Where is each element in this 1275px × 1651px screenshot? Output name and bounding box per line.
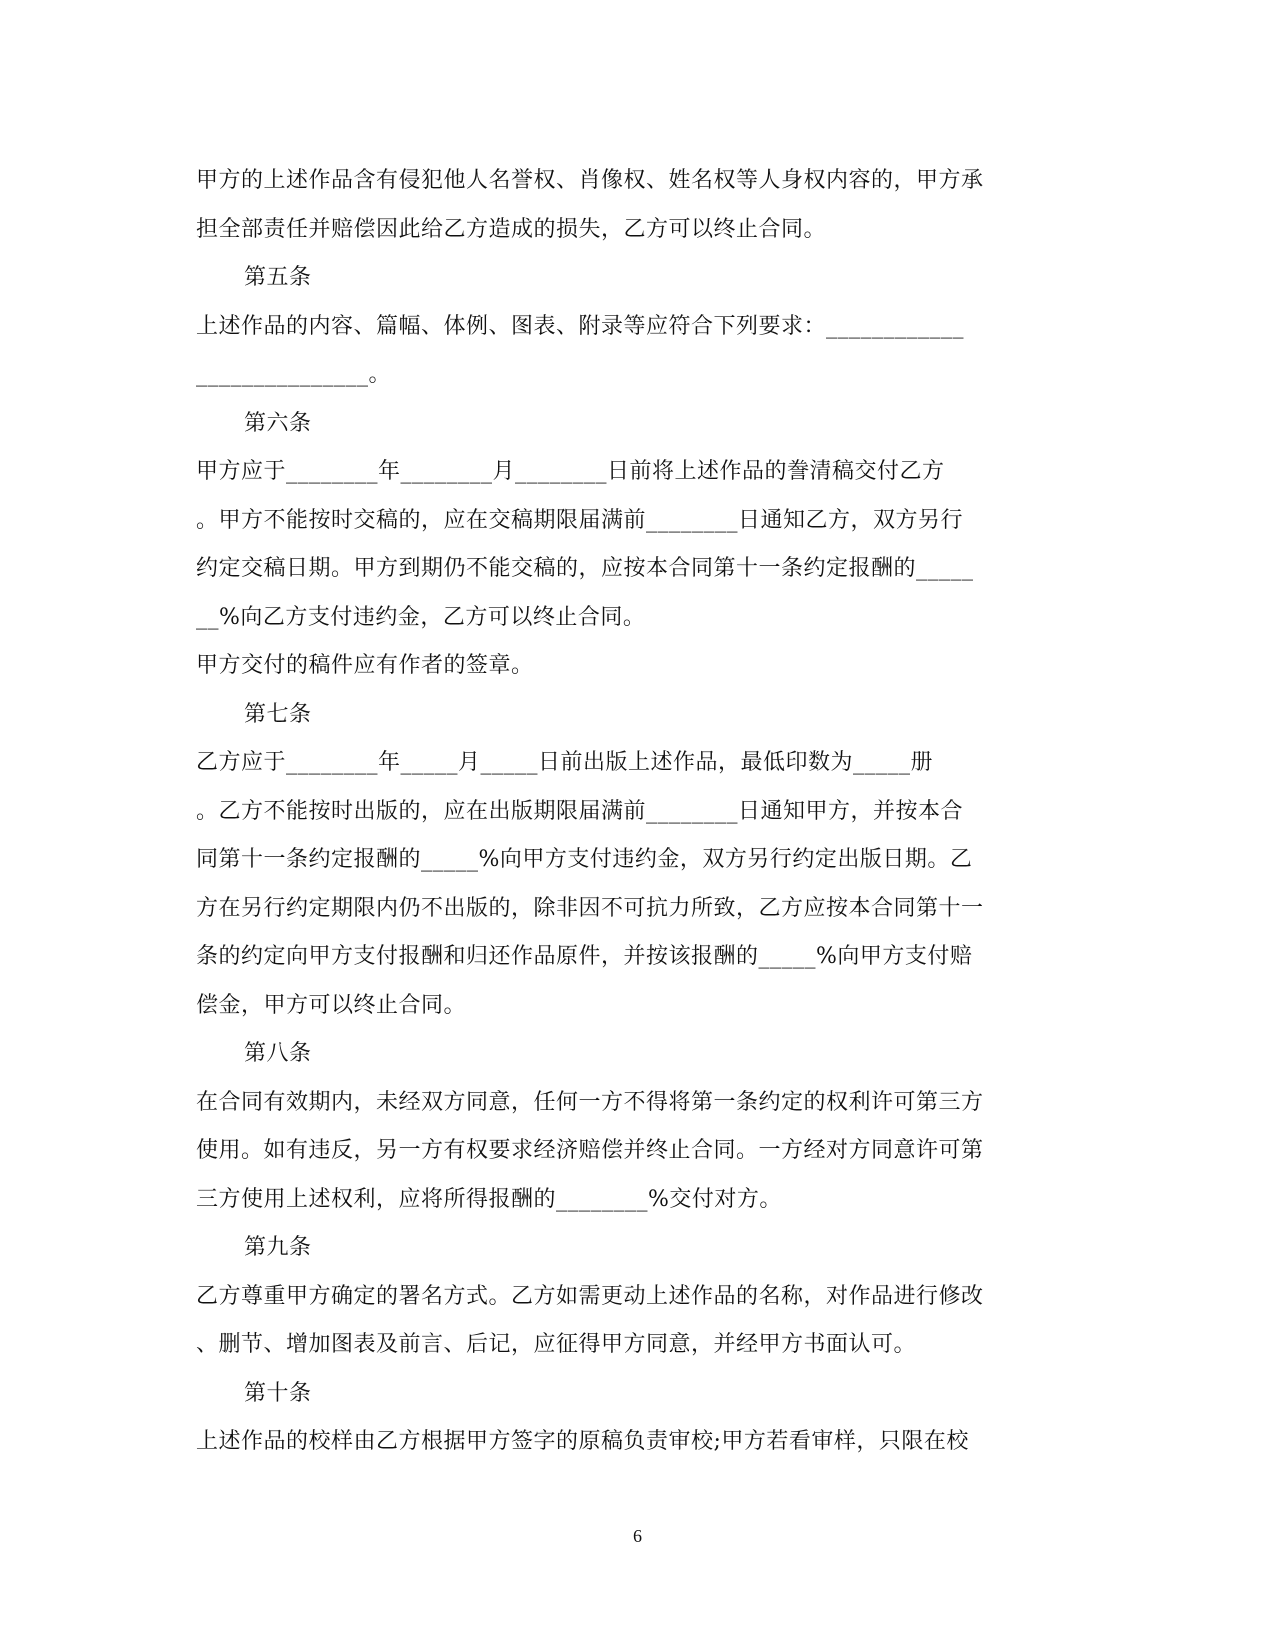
article-heading: 第七条 xyxy=(244,701,312,727)
body-text-line: 在合同有效期内，未经双方同意，任何一方不得将第一条约定的权利许可第三方 xyxy=(196,1089,984,1115)
body-text-line: 甲方交付的稿件应有作者的签章。 xyxy=(196,653,534,678)
body-text-line: 方在另行约定期限内仍不出版的，除非因不可抗力所致，乙方应按本合同第十一 xyxy=(196,895,984,921)
article-heading: 第九条 xyxy=(244,1235,312,1260)
body-text-line: _______________。 xyxy=(196,362,392,387)
document-body xyxy=(196,157,1076,1467)
body-text-line: 上述作品的内容、篇幅、体例、图表、附录等应符合下列要求：____________ xyxy=(196,313,965,339)
body-text-line: 甲方应于________年________月________日前将上述作品的誊清稿交付乙方 xyxy=(196,459,945,484)
article-heading: 第五条 xyxy=(244,265,312,290)
body-text-line: 三方使用上述权利，应将所得报酬的________%交付对方。 xyxy=(196,1186,782,1212)
body-text-line: 。乙方不能按时出版的，应在出版期限届满前________日通知甲方，并按本合 xyxy=(196,798,964,824)
article-heading: 第六条 xyxy=(244,410,312,436)
body-text-line: 偿金，甲方可以终止合同。 xyxy=(196,992,467,1018)
article-heading: 第八条 xyxy=(244,1041,312,1066)
body-text-line: 、删节、增加图表及前言、后记，应征得甲方同意，并经甲方书面认可。 xyxy=(196,1332,917,1357)
body-text-line: 担全部责任并赔偿因此给乙方造成的损失，乙方可以终止合同。 xyxy=(196,216,827,242)
body-text-line: 同第十一条约定报酬的_____%向甲方支付违约金，双方另行约定出版日期。乙 xyxy=(196,847,973,872)
body-text-line: __%向乙方支付违约金，乙方可以终止合同。 xyxy=(196,604,646,630)
body-text-line: 乙方尊重甲方确定的署名方式。乙方如需更动上述作品的名称，对作品进行修改 xyxy=(196,1283,984,1309)
article-heading: 第十条 xyxy=(244,1380,312,1406)
body-text-line: 乙方应于________年_____月_____日前出版上述作品，最低印数为_____册 xyxy=(196,750,934,775)
body-text-line: 约定交稿日期。甲方到期仍不能交稿的，应按本合同第十一条约定报酬的_____ xyxy=(196,556,974,581)
body-text-line: 使用。如有违反，另一方有权要求经济赔偿并终止合同。一方经对方同意许可第 xyxy=(196,1138,984,1163)
body-text-line: 条的约定向甲方支付报酬和归还作品原件，并按该报酬的_____%向甲方支付赔 xyxy=(196,944,973,969)
body-text-line: 上述作品的校样由乙方根据甲方签字的原稿负责审校;甲方若看审样，只限在校 xyxy=(196,1429,969,1454)
page-number: 6 xyxy=(633,1526,642,1546)
body-text-line: 。甲方不能按时交稿的，应在交稿期限届满前________日通知乙方，双方另行 xyxy=(196,507,964,533)
body-text-line: 甲方的上述作品含有侵犯他人名誉权、肖像权、姓名权等人身权内容的，甲方承 xyxy=(196,168,984,193)
